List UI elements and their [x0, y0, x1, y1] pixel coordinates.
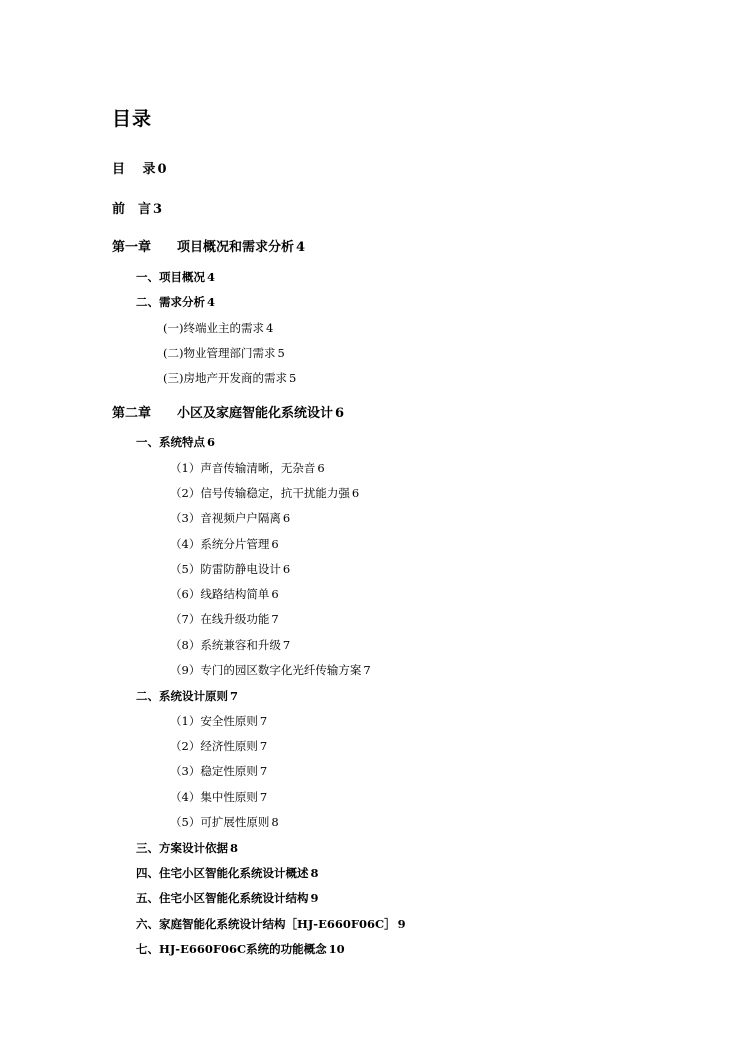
toc-entry-text: 二、系统设计原则 — [136, 689, 228, 703]
toc-entry[interactable] — [136, 269, 215, 285]
toc-entry[interactable] — [136, 865, 319, 881]
toc-entry-text: 二、需求分析 — [136, 295, 205, 309]
toc-entry-text: 第一章 项目概况和需求分析 — [112, 240, 295, 255]
toc-entry-text: （2）经济性原则 — [170, 739, 258, 753]
toc-entry-page: 0 — [157, 162, 167, 177]
toc-entry-page: 8 — [271, 815, 279, 829]
toc-entry-text: （9）专门的园区数字化光纤传输方案 — [170, 663, 362, 677]
toc-entry[interactable] — [112, 402, 344, 421]
toc-entry[interactable] — [170, 763, 267, 779]
toc-entry-text: (二)物业管理部门需求 — [163, 346, 276, 360]
toc-entry-text: （6）线路结构简单 — [170, 587, 270, 601]
toc-entry-page: 6 — [271, 537, 279, 551]
toc-entry[interactable] — [170, 460, 325, 476]
toc-entry-page: 4 — [296, 240, 306, 255]
toc-entry[interactable] — [170, 561, 290, 577]
toc-entry-text: （4）系统分片管理 — [170, 537, 270, 551]
toc-entry-text: 前 言 — [112, 202, 152, 217]
toc-entry-text: （8）系统兼容和升级 — [170, 638, 281, 652]
toc-entry[interactable] — [170, 510, 290, 526]
toc-entry-text: （2）信号传输稳定，抗干扰能力强 — [170, 486, 350, 500]
toc-entry[interactable] — [112, 198, 162, 217]
toc-entry[interactable] — [170, 814, 279, 830]
toc-entry-text: 第二章 小区及家庭智能化系统设计 — [112, 406, 334, 421]
toc-entry-page: 9 — [397, 917, 406, 931]
toc-entry-text: 目 录 — [112, 162, 156, 177]
toc-entry[interactable] — [170, 662, 371, 678]
toc-entry-page: 4 — [207, 295, 216, 309]
toc-entry[interactable] — [136, 434, 215, 450]
toc-entry-text: 一、系统特点 — [136, 435, 205, 449]
toc-entry[interactable] — [170, 485, 359, 501]
toc-entry[interactable] — [170, 789, 267, 805]
toc-entry-text: （1）声音传输清晰，无杂音 — [170, 461, 316, 475]
toc-entry-page: 7 — [230, 689, 239, 703]
toc-entry-text: 一、项目概况 — [136, 270, 205, 284]
toc-entry-text: （1）安全性原则 — [170, 714, 258, 728]
toc-entry[interactable] — [136, 890, 319, 906]
toc-entry-page: 7 — [259, 790, 268, 804]
toc-entry-page: 8 — [230, 841, 239, 855]
toc-entry[interactable] — [136, 294, 215, 310]
toc-entry-page: 6 — [335, 406, 345, 421]
toc-entry-page: 7 — [282, 638, 291, 652]
toc-entry-page: 6 — [317, 461, 325, 475]
toc-entry[interactable] — [163, 345, 285, 361]
toc-entry-text: （4）集中性原则 — [170, 790, 258, 804]
toc-entry-text: 五、住宅小区智能化系统设计结构 — [136, 891, 309, 905]
toc-entry[interactable] — [112, 236, 305, 255]
toc-entry-page: 6 — [351, 486, 360, 500]
toc-entry-page: 3 — [153, 202, 163, 217]
toc-entry-page: 6 — [282, 562, 291, 576]
toc-entry-page: 9 — [310, 891, 319, 905]
toc-entry[interactable] — [136, 916, 406, 932]
toc-entry-page: 4 — [265, 321, 274, 335]
toc-entry-text: (三)房地产开发商的需求 — [163, 371, 287, 385]
toc-entry-page: 8 — [310, 866, 319, 880]
toc-entry-page: 6 — [282, 511, 291, 525]
toc-entry-text: 四、住宅小区智能化系统设计概述 — [136, 866, 309, 880]
toc-entry[interactable] — [170, 586, 279, 602]
toc-entry-page: 6 — [207, 435, 216, 449]
toc-entry[interactable] — [136, 941, 345, 957]
toc-entry-page: 7 — [363, 663, 371, 677]
toc-entry-text: 六、家庭智能化系统设计结构［HJ-E660F06C］ — [136, 917, 396, 931]
toc-entry[interactable] — [170, 738, 267, 754]
toc-entry-page: 5 — [288, 371, 297, 385]
toc-entry[interactable] — [163, 370, 296, 386]
toc-entry[interactable] — [112, 158, 167, 177]
toc-entry-text: （3）稳定性原则 — [170, 764, 258, 778]
toc-entry-page: 10 — [328, 942, 345, 956]
toc-entry-page: 4 — [207, 270, 216, 284]
toc-entry-text: （3）音视频户户隔离 — [170, 511, 281, 525]
toc-entry-page: 5 — [277, 346, 285, 360]
toc-entry-page: 7 — [259, 764, 268, 778]
toc-entry[interactable] — [136, 840, 238, 856]
toc-entry-page: 6 — [271, 587, 279, 601]
toc-entry-text: 七、HJ-E660F06C系统的功能概念 — [136, 942, 327, 956]
toc-entry-page: 7 — [259, 739, 268, 753]
toc-entry[interactable] — [170, 713, 267, 729]
toc-title: 目录 — [112, 108, 153, 130]
toc-entry[interactable] — [170, 536, 279, 552]
toc-entry[interactable] — [170, 637, 290, 653]
toc-entry-text: （5）可扩展性原则 — [170, 815, 270, 829]
toc-entry[interactable] — [163, 320, 273, 336]
toc-entry-text: （5）防雷防静电设计 — [170, 562, 281, 576]
toc-entry-text: （7）在线升级功能 — [170, 612, 270, 626]
toc-entry[interactable] — [136, 688, 238, 704]
toc-entry[interactable] — [170, 611, 279, 627]
toc-entry-page: 7 — [259, 714, 268, 728]
toc-entry-page: 7 — [271, 612, 279, 626]
toc-entry-text: 三、方案设计依据 — [136, 841, 228, 855]
toc-entry-text: (一)终端业主的需求 — [163, 321, 264, 335]
